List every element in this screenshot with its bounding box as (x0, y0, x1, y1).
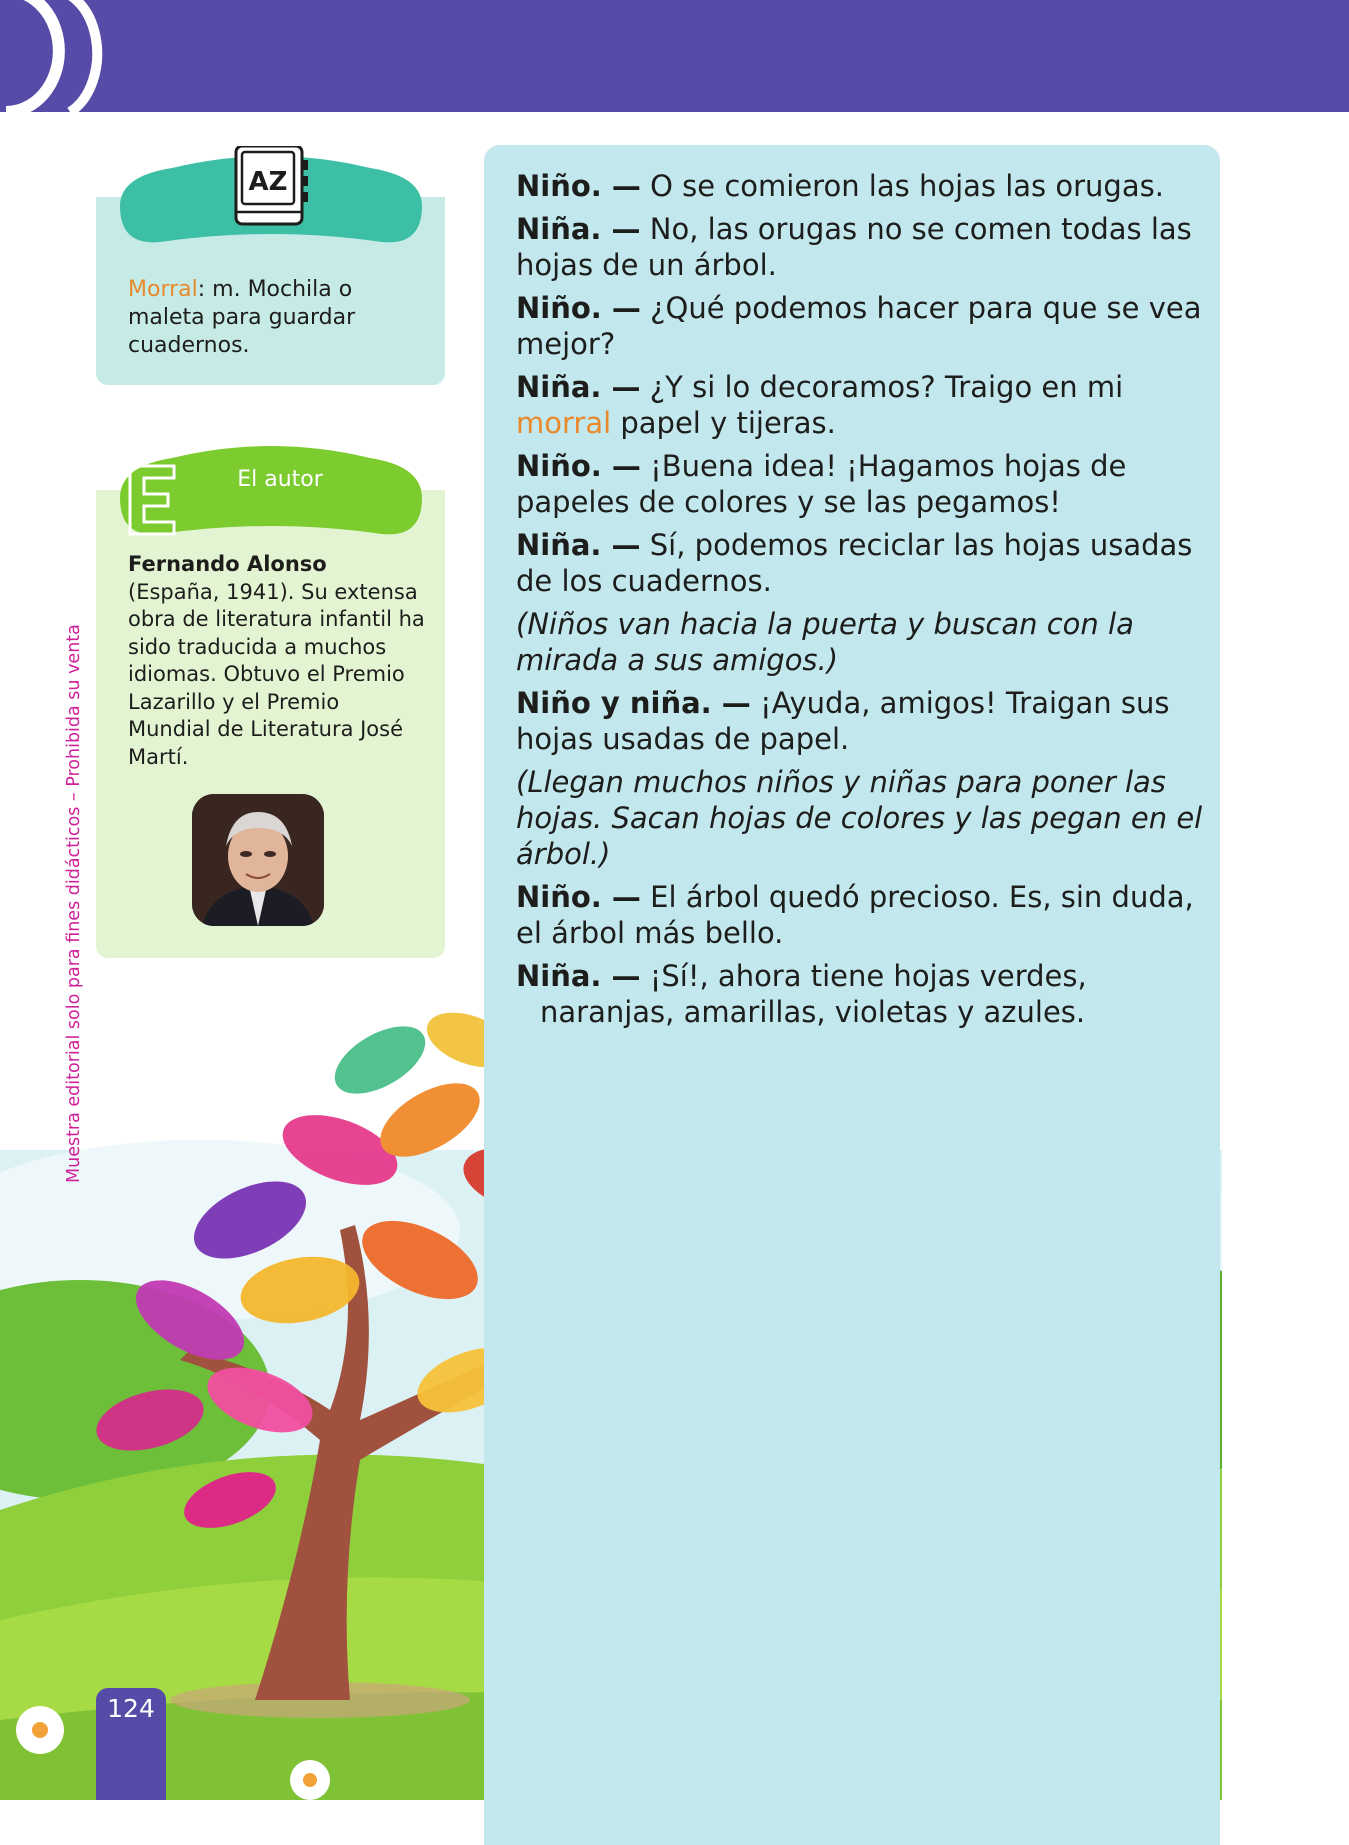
speaker-label: Niña. — (516, 528, 641, 562)
line-text: papel y tijeras. (611, 406, 836, 440)
highlighted-word: morral (516, 406, 612, 440)
line-text: El árbol quedó precioso. Es, sin duda, el árbol más bello. (516, 880, 1194, 950)
page-number: 124 (107, 1694, 155, 1723)
dialogue-line (516, 448, 1206, 520)
dialogue-line (516, 685, 1206, 757)
line-text: ¿Y si lo decoramos? Traigo en mi (640, 370, 1124, 404)
speaker-label: Niño. — (516, 880, 641, 914)
glossary-meaning: : m. Mochila o maleta para guardar cuadernos. (128, 277, 356, 358)
dialogue-line (516, 369, 1206, 441)
line-text: O se comieron las hojas las orugas. (640, 169, 1164, 203)
glossary-definition (128, 276, 428, 360)
speaker-label: Niño. — (516, 169, 641, 203)
stage-direction: (Niños van hacia la puerta y buscan con la mirada a sus amigos.) (516, 607, 1134, 677)
dialogue-text (516, 168, 1206, 1037)
speaker-label: Niño. — (516, 291, 641, 325)
speaker-label: Niña. — (516, 212, 641, 246)
line-text: naranjas, amarillas, violetas y azules. (540, 995, 1086, 1029)
line-text: No, las orugas no se comen todas las hojas de un árbol. (516, 212, 1192, 282)
speaker-label: Niña. — (516, 959, 641, 993)
author-bio-text: (España, 1941). Su extensa obra de literatura infantil ha sido traducida a muchos idiomas. Obtuvo el Premio Lazarillo y el Premio Mundial de Literatura José Martí. (128, 579, 425, 769)
speaker-label: Niño y niña. — (516, 686, 751, 720)
line-text: ¡Ayuda, amigos! Traigan sus hojas usadas de papel. (516, 686, 1170, 756)
line-text: ¿Qué podemos hacer para que se vea mejor? (516, 291, 1202, 361)
speaker-label: Niña. — (516, 370, 641, 404)
dialogue-line (516, 168, 1206, 204)
dialogue-line (516, 879, 1206, 951)
dialogue-line (516, 958, 1206, 1030)
author-bio (128, 551, 428, 771)
glossary-header-band (112, 146, 430, 250)
dialogue-line (516, 527, 1206, 599)
speaker-label: Niño. — (516, 449, 641, 483)
line-text: ¡Buena idea! ¡Hagamos hojas de papeles de colores y se las pegamos! (516, 449, 1127, 519)
line-text: ¡Sí!, ahora tiene hojas verdes, (640, 959, 1087, 993)
author-name: Fernando Alonso (128, 552, 327, 576)
author-section-title: El autor (237, 467, 323, 492)
side-watermark: Muestra editorial solo para fines didácticos – Prohibida su venta (64, 624, 84, 1183)
svg-text:AZ: AZ (248, 167, 288, 197)
author-photo (192, 794, 324, 926)
a-z-dictionary-icon (236, 146, 308, 224)
dialogue-line (516, 290, 1206, 362)
stage-direction: (Llegan muchos niños y niñas para poner las hojas. Sacan hojas de colores y las pegan en el árbol.) (516, 765, 1203, 871)
glossary-term: Morral (128, 277, 198, 302)
dialogue-line (516, 211, 1206, 283)
line-text: Sí, podemos reciclar las hojas usadas de los cuadernos. (516, 528, 1193, 598)
